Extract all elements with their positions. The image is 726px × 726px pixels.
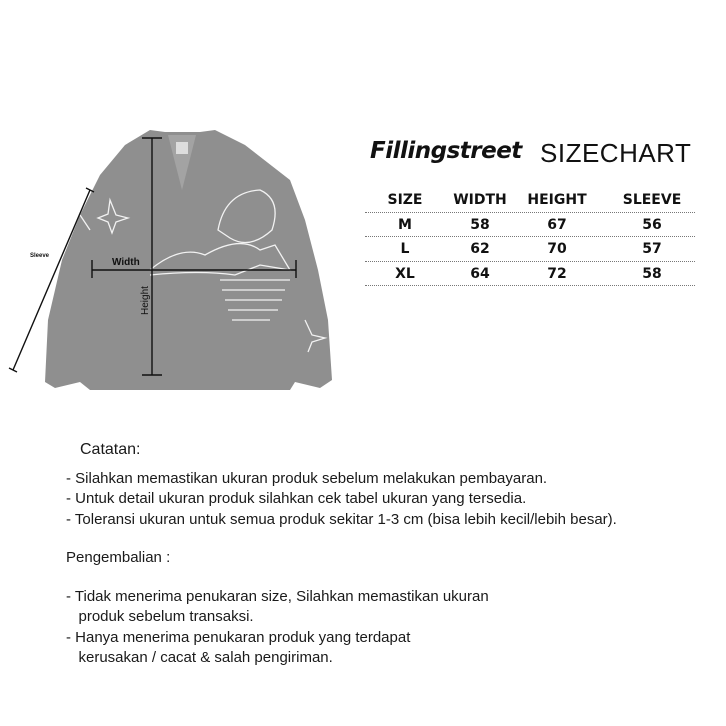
header-sleeve: SLEEVE	[622, 192, 682, 208]
cell-size: XL	[395, 265, 415, 282]
cardigan-silhouette	[45, 130, 332, 390]
cell-sleeve: 58	[642, 265, 662, 282]
label-tag	[176, 142, 188, 154]
catatan-item: - Toleransi ukuran untuk semua produk sekitar 1-3 cm (bisa lebih kecil/lebih besar).	[66, 510, 617, 528]
cell-size: M	[398, 216, 412, 233]
table-row	[365, 262, 695, 287]
cardigan-diagram	[0, 120, 360, 400]
size-table	[365, 188, 695, 286]
cell-size: L	[400, 241, 410, 257]
height-label: Height	[140, 286, 151, 315]
cell-sleeve: 56	[642, 216, 662, 233]
brand-logo: Fillingstreet	[370, 138, 522, 164]
cell-height: 67	[547, 216, 567, 233]
cell-height: 70	[547, 241, 567, 257]
page-title: SIZECHART	[540, 138, 692, 168]
header-width: WIDTH	[453, 192, 507, 208]
pengembalian-item: kerusakan / cacat & salah pengiriman.	[66, 649, 333, 666]
cell-sleeve: 57	[642, 241, 662, 257]
cell-width: 64	[470, 265, 490, 282]
pengembalian-item: - Hanya menerima penukaran produk yang terdapat	[66, 628, 411, 646]
cell-width: 58	[470, 216, 490, 233]
header-size: SIZE	[387, 192, 423, 208]
width-label: Width	[112, 257, 140, 268]
table-row	[365, 213, 695, 238]
table-row	[365, 237, 695, 262]
pengembalian-item: - Tidak menerima penukaran size, Silahkan memastikan ukuran	[66, 587, 489, 605]
sleeve-label: Sleeve	[30, 253, 50, 259]
catatan-item: - Silahkan memastikan ukuran produk sebelum melakukan pembayaran.	[66, 469, 548, 487]
cell-width: 62	[470, 241, 490, 257]
catatan-item: - Untuk detail ukuran produk silahkan cek tabel ukuran yang tersedia.	[66, 490, 527, 507]
cell-height: 72	[547, 265, 567, 282]
notes-section	[66, 440, 617, 669]
pengembalian-heading: Pengembalian :	[66, 549, 171, 566]
pengembalian-item: produk sebelum transaksi.	[66, 608, 254, 625]
catatan-heading: Catatan:	[80, 441, 141, 458]
table-header	[365, 188, 695, 213]
header-height: HEIGHT	[527, 192, 587, 208]
